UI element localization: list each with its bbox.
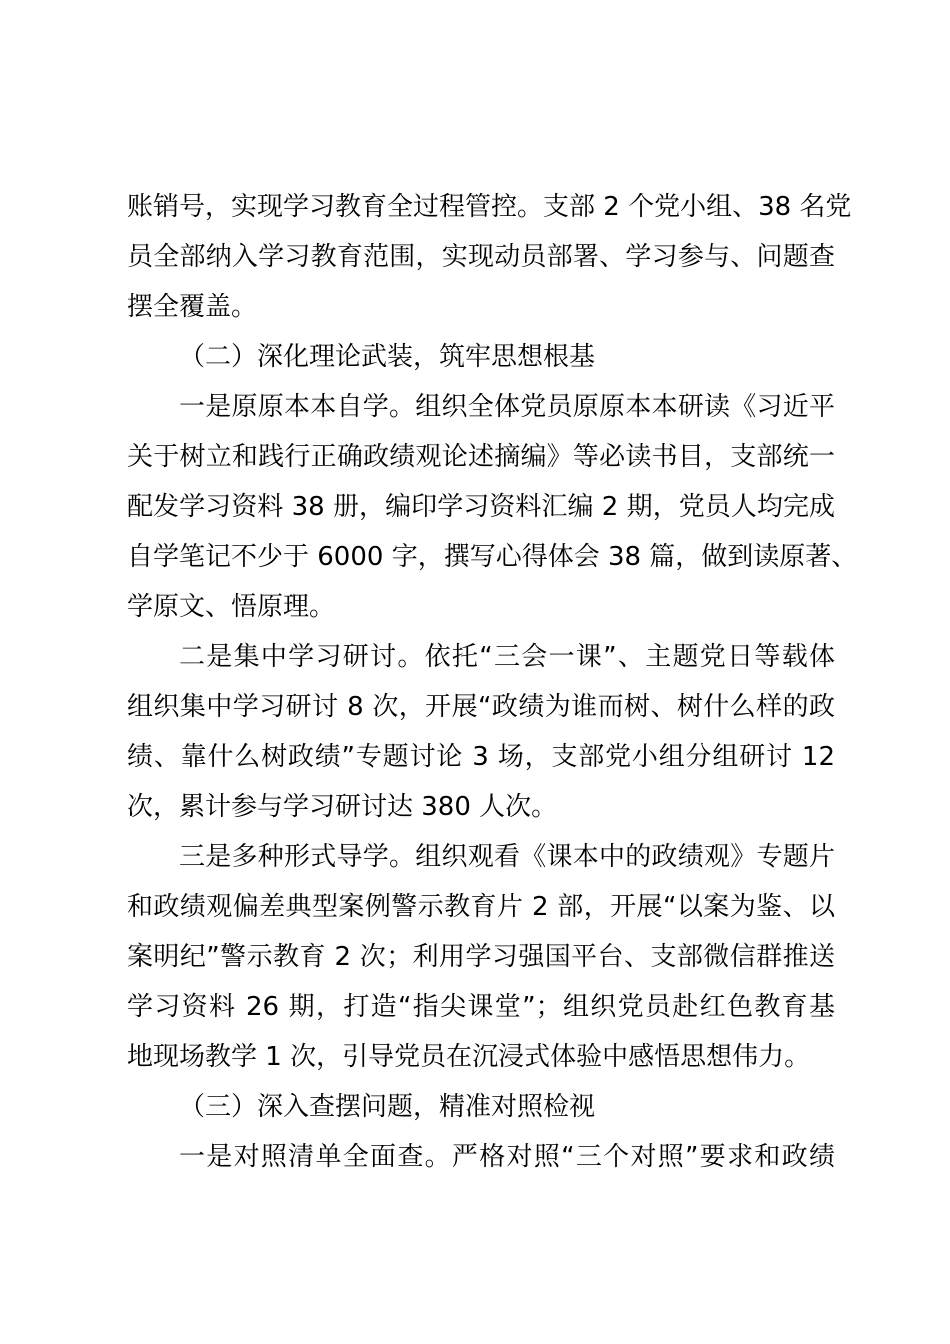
text-line: 组织集中学习研讨 8 次，开展“政绩为谁而树、树什么样的政 (127, 692, 835, 722)
text-line: 账销号，实现学习教育全过程管控。支部 2 个党小组、38 名党 (127, 192, 852, 222)
text-line: 次，累计参与学习研讨达 380 人次。 (127, 792, 558, 822)
document-body (127, 182, 858, 1182)
section-heading: （二）深化理论武装，筑牢思想根基 (179, 342, 596, 372)
text-line: 配发学习资料 38 册，编印学习资料汇编 2 期，党员人均完成 (127, 492, 835, 522)
text-line: 二是集中学习研讨。依托“三会一课”、主题党日等载体 (179, 642, 835, 672)
text-line: 学习资料 26 期，打造“指尖课堂”；组织党员赴红色教育基 (127, 992, 835, 1022)
text-line: 学原文、悟原理。 (127, 592, 336, 622)
text-line: 三是多种形式导学。组织观看《课本中的政绩观》专题片 (179, 842, 835, 872)
text-line: 摆全覆盖。 (127, 292, 258, 322)
text-line: 自学笔记不少于 6000 字，撰写心得体会 38 篇，做到读原著、 (127, 542, 858, 572)
text-line: 地现场教学 1 次，引导党员在沉浸式体验中感悟思想伟力。 (127, 1042, 811, 1072)
text-line: 和政绩观偏差典型案例警示教育片 2 部，开展“以案为鉴、以 (127, 892, 835, 922)
text-line: 一是原原本本自学。组织全体党员原原本本研读《习近平 (179, 392, 835, 422)
text-line: 一是对照清单全面查。严格对照“三个对照”要求和政绩 (179, 1142, 835, 1172)
text-line: 绩、靠什么树政绩”专题讨论 3 场，支部党小组分组研讨 12 (127, 742, 835, 772)
section-heading: （三）深入查摆问题，精准对照检视 (179, 1092, 596, 1122)
text-line: 案明纪”警示教育 2 次；利用学习强国平台、支部微信群推送 (127, 942, 835, 972)
text-line: 关于树立和践行正确政绩观论述摘编》等必读书目，支部统一 (127, 442, 835, 472)
text-line: 员全部纳入学习教育范围，实现动员部署、学习参与、问题查 (127, 242, 835, 272)
